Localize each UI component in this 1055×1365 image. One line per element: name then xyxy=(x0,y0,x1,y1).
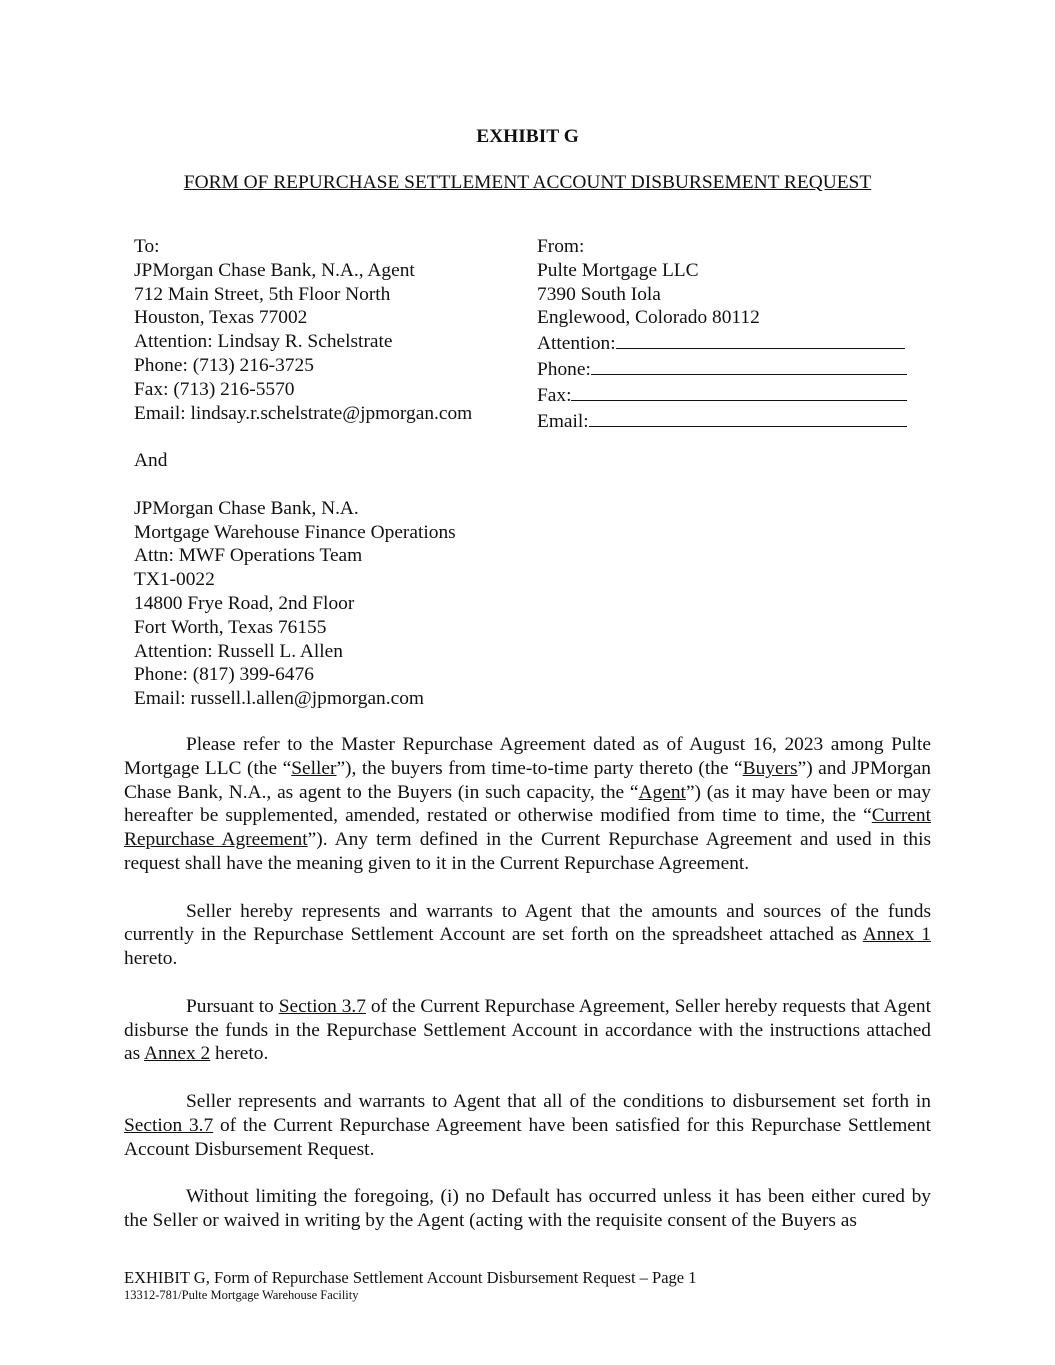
page-footer xyxy=(124,1268,697,1303)
section-reference: Section 3.7 xyxy=(124,1114,214,1136)
address-line: Attention: Lindsay R. Schelstrate xyxy=(134,331,393,353)
fax-label: Fax: xyxy=(537,384,572,406)
email-label: Email: xyxy=(537,410,589,432)
address-line: Houston, Texas 77002 xyxy=(134,307,308,329)
text-segment: hereto. xyxy=(210,1043,269,1065)
exhibit-title: EXHIBIT G xyxy=(476,126,579,147)
exhibit-subtitle: FORM OF REPURCHASE SETTLEMENT ACCOUNT DISBURSEMENT REQUEST xyxy=(183,172,872,193)
text-segment: of the Current Repurchase Agreement, Seller hereby requests that Agent disburse the funds in the Repurchase Settlement Account in accordance with the instructions attached as xyxy=(124,995,931,1065)
text-segment: ”) (as it may have been or may hereafter be supplemented, amended, restated or otherwise modified from time to time, the “ xyxy=(124,781,932,827)
defined-term: Seller xyxy=(291,757,337,779)
to-address-block xyxy=(134,235,472,711)
phone-blank[interactable] xyxy=(591,356,907,375)
section-reference: Section 3.7 xyxy=(278,995,366,1017)
paragraph-request xyxy=(124,995,931,1066)
address-line: 14800 Frye Road, 2nd Floor xyxy=(134,592,355,614)
text-segment: hereto. xyxy=(124,948,178,970)
address-line: 712 Main Street, 5th Floor North xyxy=(134,283,391,305)
from-label: From: xyxy=(537,236,585,257)
address-line: Englewood, Colorado 80112 xyxy=(537,307,760,329)
address-line: Pulte Mortgage LLC xyxy=(537,259,699,281)
address-line: Mortgage Warehouse Finance Operations xyxy=(134,521,456,543)
phone-label: Phone: xyxy=(537,358,591,380)
text-segment: Pursuant to xyxy=(186,995,279,1017)
annex-reference: Annex 1 xyxy=(862,924,931,946)
paragraph-conditions xyxy=(124,1090,931,1161)
fax-blank[interactable] xyxy=(571,382,907,401)
and-label: And xyxy=(134,450,168,472)
text-segment: Seller hereby represents and warrants to Agent that the amounts and sources of the funds currently in the Repurchase Settlement Account are set forth on the spreadsheet attached as xyxy=(124,900,931,946)
footer-title: EXHIBIT G, Form of Repurchase Settlement Account Disbursement Request – Page 1 xyxy=(124,1268,697,1287)
address-line: Email: lindsay.r.schelstrate@jpmorgan.com xyxy=(134,402,473,424)
annex-reference: Annex 2 xyxy=(143,1043,211,1065)
text-segment: Seller represents and warrants to Agent that all of the conditions to disbursement set forth in xyxy=(186,1090,931,1112)
address-line: Fax: (713) 216-5570 xyxy=(134,378,295,400)
address-line: JPMorgan Chase Bank, N.A. xyxy=(134,497,359,519)
defined-term: Agent xyxy=(638,781,686,803)
text-segment: Please refer to the Master Repurchase Agreement dated as of August 16, 2023 among Pulte Mortgage LLC (the “ xyxy=(124,734,931,779)
paragraph-default: Without limiting the foregoing, (i) no Default has occurred unless it has been either cured by the Seller or waived in writing by the Agent (acting with the requisite consent of the Buyers as xyxy=(124,1186,931,1231)
attention-label: Attention: xyxy=(537,333,616,355)
paragraph-funds xyxy=(124,900,931,971)
attention-blank[interactable] xyxy=(616,330,905,349)
address-line: Attention: Russell L. Allen xyxy=(134,640,343,662)
text-segment: of the Current Repurchase Agreement have been satisfied for this Repurchase Settlement Account Disbursement Request. xyxy=(124,1114,931,1160)
address-line: TX1-0022 xyxy=(134,569,215,591)
address-line: Attn: MWF Operations Team xyxy=(134,545,363,567)
text-segment: ”) and JPMorgan Chase Bank, N.A., as agent to the Buyers (in such capacity, the “ xyxy=(124,757,931,803)
text-segment: ”), the buyers from time-to-time party thereto (the “ xyxy=(336,757,743,779)
address-line: Phone: (817) 399-6476 xyxy=(134,664,314,686)
document-body xyxy=(124,733,931,1257)
defined-term: Buyers xyxy=(742,757,798,779)
paragraph-agreement-reference xyxy=(124,733,931,876)
address-line: Email: russell.l.allen@jpmorgan.com xyxy=(134,688,424,710)
email-blank[interactable] xyxy=(589,408,907,427)
address-line: Phone: (713) 216-3725 xyxy=(134,354,314,376)
footer-docid: 13312-781/Pulte Mortgage Warehouse Facility xyxy=(124,1288,359,1302)
text-segment: ”). Any term defined in the Current Repurchase Agreement and used in this request shall have the meaning given to it in the Current Repurchase Agreement. xyxy=(124,829,932,874)
address-line: JPMorgan Chase Bank, N.A., Agent xyxy=(134,259,415,281)
defined-term: Current Repurchase Agreement xyxy=(124,805,931,851)
address-line: Fort Worth, Texas 76155 xyxy=(134,616,327,638)
address-line: 7390 South Iola xyxy=(537,283,661,305)
from-address-block xyxy=(537,235,907,433)
to-label: To: xyxy=(134,236,160,257)
